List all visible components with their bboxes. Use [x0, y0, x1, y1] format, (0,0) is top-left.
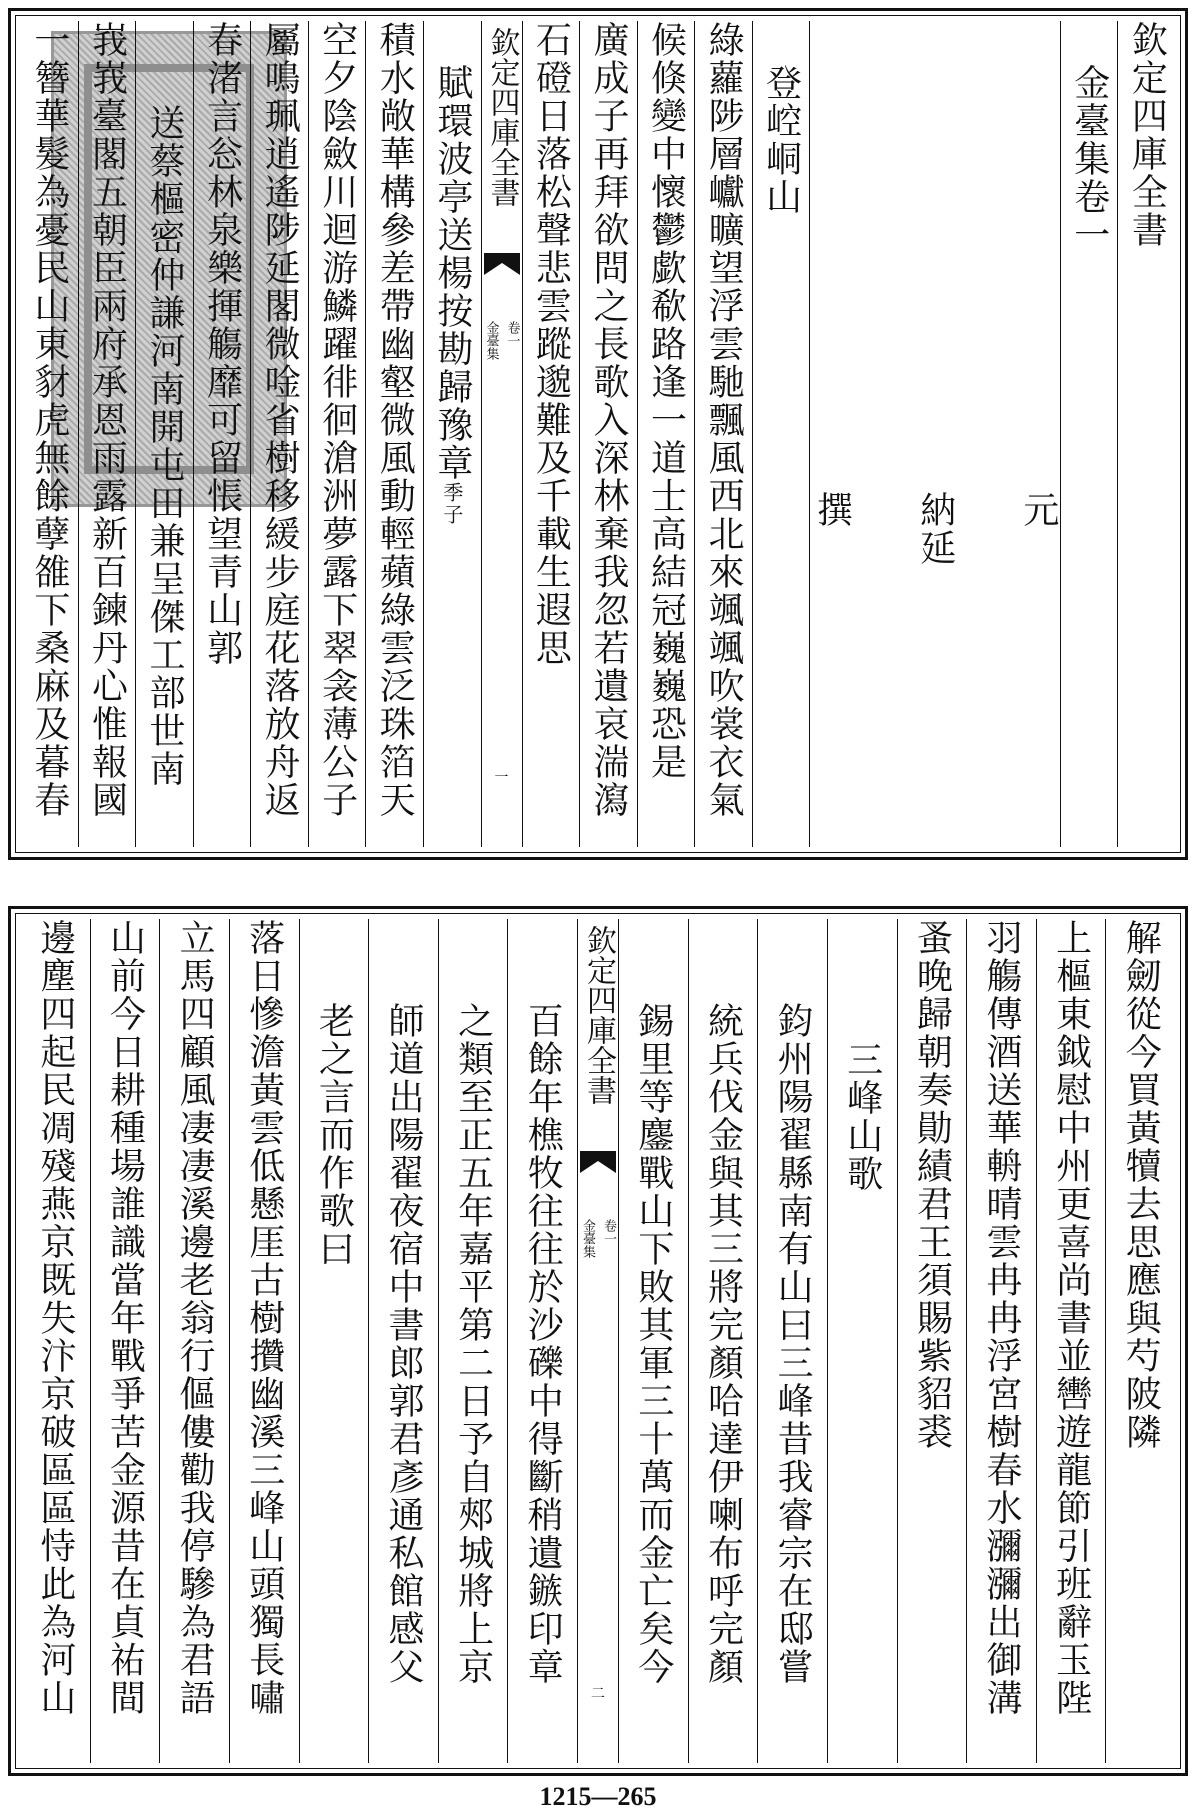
text-column	[308, 21, 366, 847]
poem-title: 登崆峒山	[760, 64, 802, 217]
text-line: 峩峩臺閣五朝臣兩府承恩雨露新百鍊丹心惟報國	[86, 21, 128, 819]
preface-column	[618, 919, 688, 1763]
center-fold	[481, 21, 522, 847]
text-line: 一簪華髮為憂民山東豺虎無餘孽雒下桑麻及暮春	[28, 21, 70, 819]
author-dynasty: 元	[1017, 491, 1059, 529]
center-book-title: 欽定四庫全書	[484, 27, 520, 207]
text-line: 上樞東鉞慰中州更喜尚書並轡遊龍節引班辭玉陛	[1050, 919, 1092, 1717]
text-line: 石磴日落松聲悲雲蹤邈難及千載生遐思	[530, 21, 572, 667]
preface-line: 師道出陽翟夜宿中書郎郭君彥通私館感父	[383, 1001, 425, 1686]
text-column	[21, 919, 90, 1763]
center-col-name-b: 卷一	[601, 1219, 616, 1245]
center-col-name-a: 金臺集	[580, 1219, 595, 1258]
author-role: 撰	[811, 491, 853, 529]
center-page-number: 二	[591, 1686, 605, 1702]
preface-column	[299, 919, 369, 1763]
author-name: 納延	[914, 491, 956, 567]
text-column	[21, 21, 78, 847]
page-bottom	[8, 906, 1188, 1776]
text-column	[90, 919, 160, 1763]
poem-title: 三峰山歌	[841, 1041, 883, 1194]
text-line: 羽觴傳酒送華輈晴雲冉冉浮宮樹春水瀰瀰出御溝	[981, 919, 1023, 1717]
poem-title-note: 季子	[439, 482, 464, 527]
poem-title: 送蔡樞密仲謙河南開屯田兼呈傑工部世南	[144, 103, 185, 788]
preface-column	[368, 919, 438, 1763]
text-column	[694, 21, 752, 847]
text-line: 積水敞華構參差帶幽壑微風動輕蘋綠雲泛珠箔天	[374, 21, 416, 819]
fishtail-mark	[580, 1151, 616, 1173]
volume-title: 金臺集卷一	[1068, 64, 1110, 255]
poem-title: 賦環波亭送楊按勘歸豫章	[431, 64, 473, 483]
text-column	[193, 21, 251, 847]
text-column	[522, 21, 580, 847]
preface-column	[757, 919, 827, 1763]
text-line: 廣成子再拜欲問之長歌入深林棄我忽若遺哀湍瀉	[587, 21, 629, 819]
footer-page-reference: 1215—265	[539, 1782, 657, 1811]
center-col-name-a: 金臺集	[483, 321, 499, 360]
text-column	[1105, 919, 1175, 1763]
text-line: 候倏變中懷鬱歔欷路逢一道士高結冠巍巍恐是	[645, 21, 687, 781]
text-column	[579, 21, 637, 847]
poem-title-column	[752, 21, 810, 847]
preface-line: 百餘年樵牧往往於沙礫中得斷稍遺鏃印章	[522, 1001, 564, 1686]
text-column	[1036, 919, 1106, 1763]
text-line: 落日慘澹黃雲低懸厓古樹攢幽溪三峰山頭獨長嘯	[243, 919, 285, 1717]
preface-column	[507, 919, 577, 1763]
text-column	[897, 919, 967, 1763]
poem-title-column	[827, 919, 897, 1763]
preface-line: 老之言而作歌曰	[313, 1001, 355, 1268]
header-book-title: 欽定四庫全書	[1126, 21, 1168, 249]
text-line: 春渚言忩林泉樂揮觴靡可留悵望青山郭	[201, 21, 243, 667]
header-column	[1117, 21, 1175, 847]
text-column	[78, 21, 136, 847]
preface-line: 錫里等鏖戰山下敗其軍三十萬而金亡矣今	[632, 1001, 674, 1686]
fishtail-mark	[484, 253, 520, 275]
preface-line: 鈞州陽翟縣南有山曰三峰昔我睿宗在邸嘗	[772, 1001, 814, 1686]
text-line: 邊塵四起民凋殘燕京既失汴京破區區恃此為河山	[34, 919, 76, 1717]
center-book-title: 欽定四庫全書	[581, 925, 616, 1105]
author-column	[809, 21, 1060, 847]
center-fold	[577, 919, 618, 1763]
preface-column	[688, 919, 758, 1763]
text-line: 蚤晚歸朝奏勛績君王須賜紫貂裘	[911, 919, 953, 1451]
preface-line: 統兵伐金與其三將完顏哈達伊喇布呼完顏	[702, 1001, 744, 1686]
preface-line: 之類至正五年嘉平第二日予自郟城將上京	[452, 1001, 494, 1686]
center-page-number: 一	[494, 770, 509, 786]
text-column	[365, 21, 423, 847]
text-line: 空夕陰斂川迴游鱗躍徘徊滄洲夢露下翠衾薄公子	[316, 21, 358, 819]
poem-title-column	[135, 21, 193, 847]
text-column	[159, 919, 229, 1763]
book-title-column	[1060, 21, 1118, 847]
text-column	[637, 21, 695, 847]
text-line: 山前今日耕種場誰識當年戰爭苦金源昔在貞祐間	[104, 919, 146, 1717]
text-line: 屬鳴珮逍遙陟延閣微唫省樹移緩步庭花落放舟返	[259, 21, 301, 819]
text-column	[229, 919, 299, 1763]
text-line: 立馬四顧風凄凄溪邊老翁行傴僂勸我停驂為君語	[174, 919, 216, 1717]
text-column	[250, 21, 308, 847]
preface-column	[438, 919, 508, 1763]
poem-title-column	[423, 21, 481, 847]
text-line: 解劒從今買黃犢去思應與芍陂隣	[1120, 919, 1162, 1451]
text-line: 綠蘿陟層巘曠望浮雲馳飄風西北來颯颯吹裳衣氣	[703, 21, 745, 819]
text-column	[966, 919, 1036, 1763]
page-top	[8, 8, 1188, 860]
center-col-name-b: 卷一	[504, 321, 520, 347]
